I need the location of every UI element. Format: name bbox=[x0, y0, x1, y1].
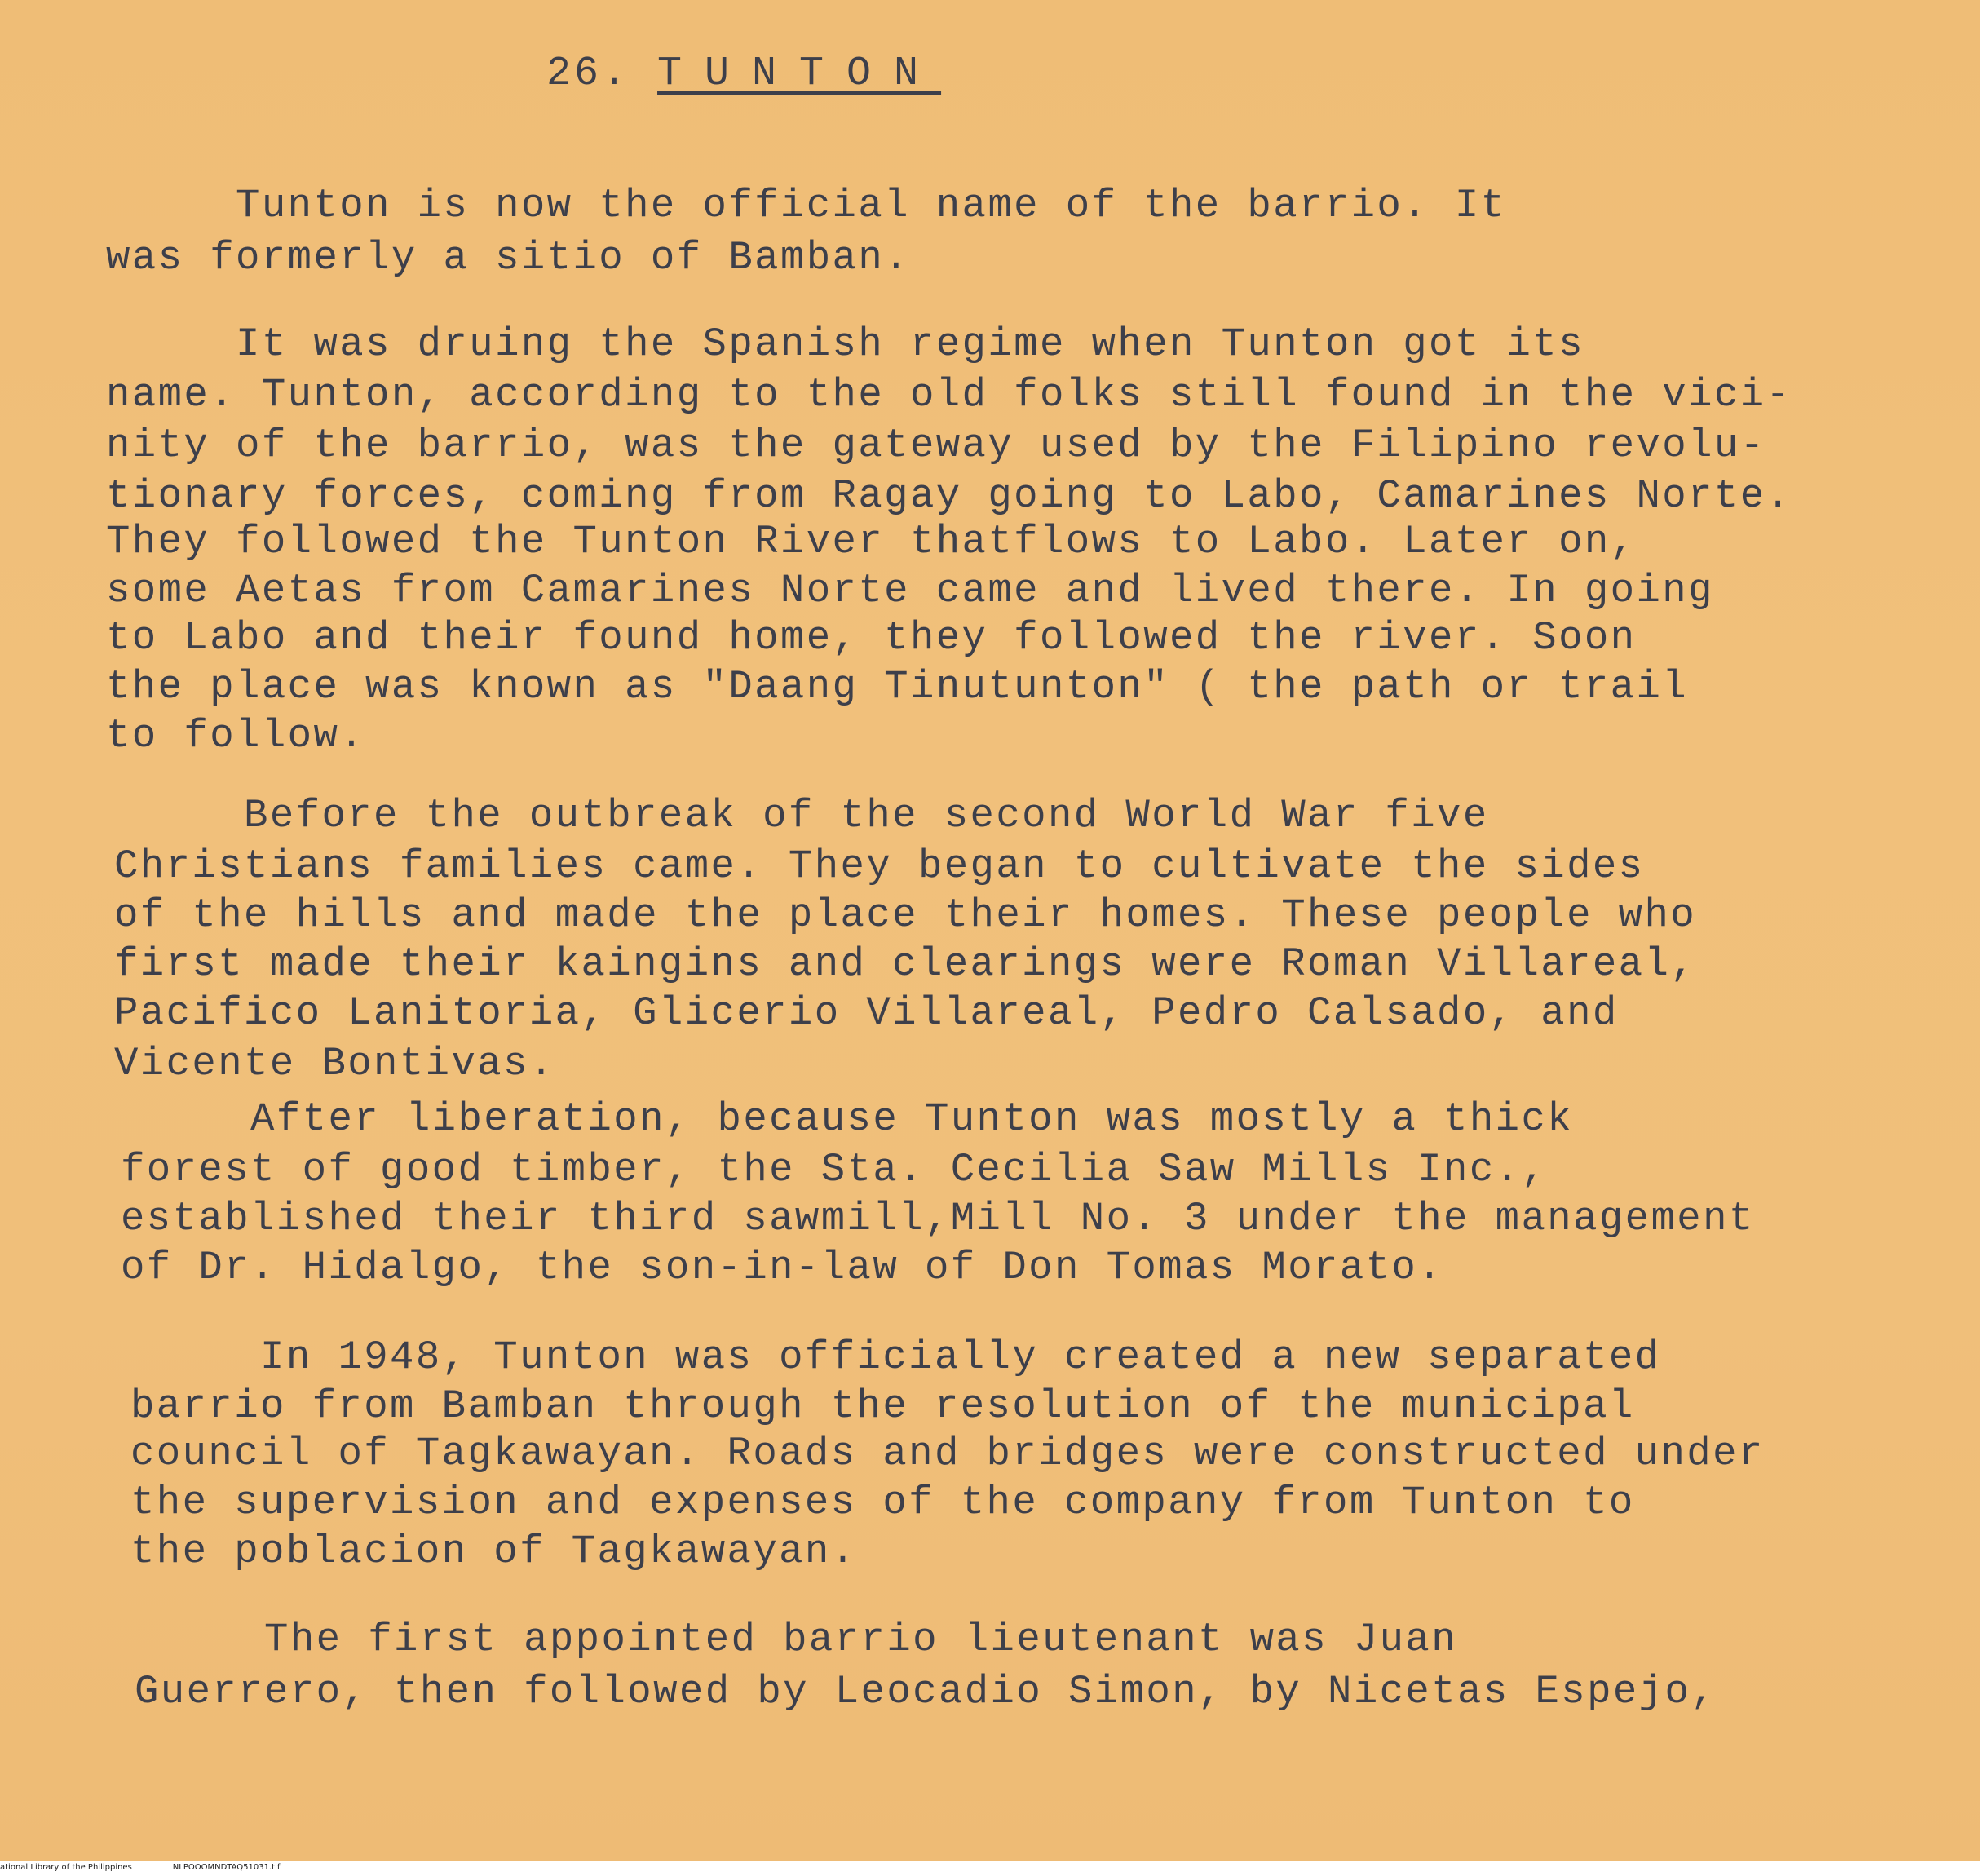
text-line: established their third sawmill,Mill No. 3 under the management bbox=[121, 1196, 1755, 1241]
reverse-side-bleed bbox=[106, 0, 131, 47]
footer-strip bbox=[0, 1861, 1980, 1876]
text-line: of Dr. Hidalgo, the son-in-law of Don Tomas Morato. bbox=[121, 1245, 1444, 1290]
text-line: to Labo and their found home, they followed the river. Soon bbox=[106, 615, 1637, 661]
page-title bbox=[546, 51, 941, 97]
text-line: The first appointed barrio lieutenant was Juan bbox=[135, 1617, 1458, 1662]
text-line: After liberation, because Tunton was mostly a thick bbox=[121, 1096, 1574, 1142]
footer-file: NLPOOOMNDTAQ51031.tif bbox=[172, 1863, 281, 1872]
text-line: name. Tunton, according to the old folks still found in the vici- bbox=[106, 372, 1792, 418]
text-line: the supervision and expenses of the company from Tunton to bbox=[130, 1480, 1635, 1525]
text-line: Christians families came. They began to cultivate the sides bbox=[114, 843, 1645, 889]
scan-footer bbox=[0, 1863, 280, 1872]
text-line: Tunton is now the official name of the barrio. It bbox=[106, 183, 1507, 228]
text-line: tionary forces, coming from Ragay going to Labo, Camarines Norte. bbox=[106, 473, 1792, 519]
footer-library: ational Library of the Philippines bbox=[0, 1863, 132, 1872]
text-line: barrio from Bamban through the resolution of the municipal bbox=[130, 1383, 1635, 1429]
text-line: In 1948, Tunton was officially created a new separated bbox=[130, 1334, 1661, 1380]
title-number: 26. bbox=[546, 51, 630, 97]
text-line: Guerrero, then followed by Leocadio Simon, by Nicetas Espejo, bbox=[135, 1669, 1717, 1715]
text-line: council of Tagkawayan. Roads and bridges were constructed under bbox=[130, 1431, 1765, 1476]
text-line: was formerly a sitio of Bamban. bbox=[106, 235, 910, 281]
text-line: the poblacion of Tagkawayan. bbox=[130, 1529, 857, 1574]
text-line: some Aetas from Camarines Norte came and lived there. In going bbox=[106, 568, 1714, 613]
text-line: first made their kaingins and clearings were Roman Villareal, bbox=[114, 941, 1697, 987]
text-line: Before the outbreak of the second World War five bbox=[114, 793, 1489, 838]
text-line: to follow. bbox=[106, 713, 366, 759]
text-line: It was druing the Spanish regime when Tunton got its bbox=[106, 321, 1584, 367]
text-line: They followed the Tunton River thatflows to Labo. Later on, bbox=[106, 519, 1637, 564]
text-line: forest of good timber, the Sta. Cecilia Saw Mills Inc., bbox=[121, 1147, 1548, 1192]
text-line: of the hills and made the place their homes. These people who bbox=[114, 892, 1697, 938]
text-line: the place was known as "Daang Tinutunton" ( the path or trail bbox=[106, 664, 1689, 710]
text-line: nity of the barrio, was the gateway used by the Filipino revolu- bbox=[106, 423, 1766, 468]
title-word: TUNTON bbox=[657, 51, 942, 97]
text-line: Vicente Bontivas. bbox=[114, 1041, 555, 1086]
text-line: Pacifico Lanitoria, Glicerio Villareal, Pedro Calsado, and bbox=[114, 990, 1619, 1036]
